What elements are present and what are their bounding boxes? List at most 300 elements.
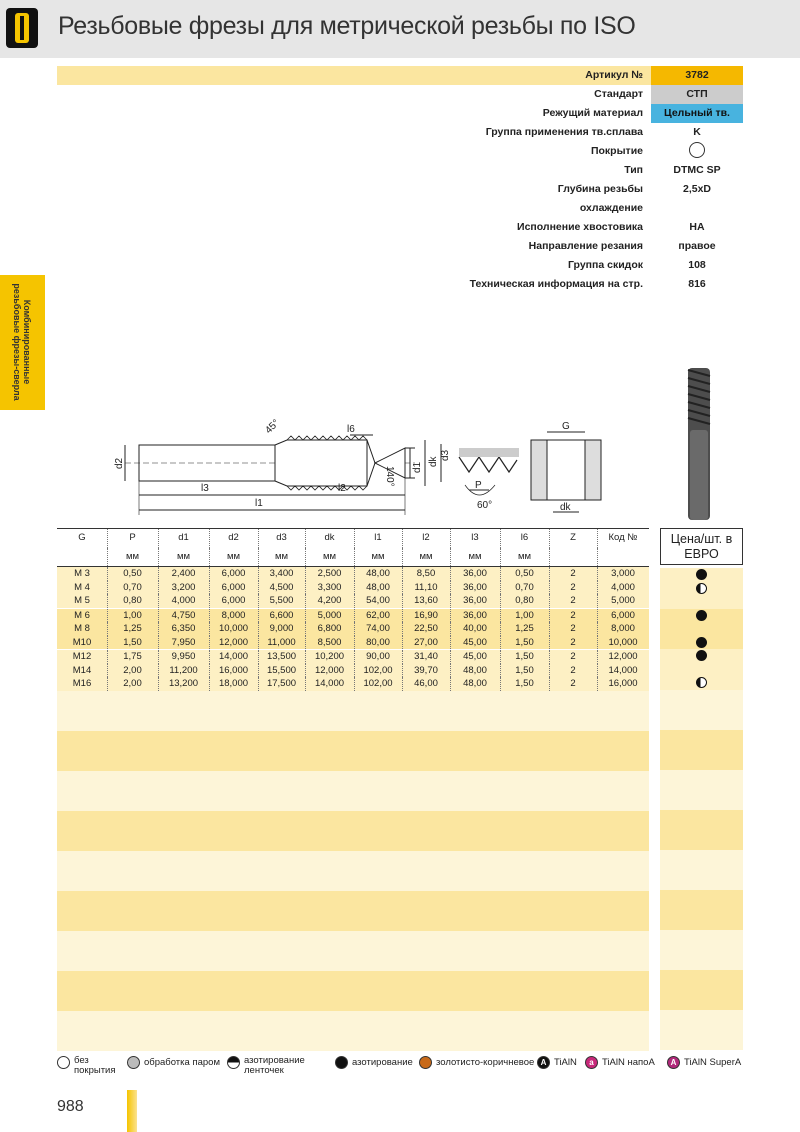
price-cell bbox=[660, 595, 743, 609]
column-divider bbox=[450, 677, 451, 691]
column-divider bbox=[450, 529, 451, 548]
column-divider bbox=[305, 548, 306, 566]
param-row bbox=[57, 256, 743, 275]
column-divider bbox=[500, 567, 501, 581]
column-divider bbox=[500, 650, 501, 664]
table-cell: M12 bbox=[72, 651, 92, 662]
coating-swatch-icon: A bbox=[537, 1056, 550, 1069]
column-divider bbox=[354, 650, 355, 664]
legend-label bbox=[436, 1058, 534, 1068]
table-cell: M10 bbox=[72, 636, 92, 648]
table-cell: 16,000 bbox=[218, 664, 249, 676]
param-label: охлаждение bbox=[579, 202, 643, 214]
column-divider bbox=[450, 664, 451, 678]
column-header: d2 bbox=[228, 532, 239, 543]
column-divider bbox=[107, 636, 108, 650]
param-value: HA bbox=[689, 221, 705, 233]
table-cell: 1,25 bbox=[515, 623, 534, 634]
table-cell: 14,000 bbox=[314, 678, 345, 689]
table-cell: 3,300 bbox=[317, 581, 342, 593]
coating-swatch-icon bbox=[127, 1056, 140, 1069]
available-dot-icon bbox=[696, 650, 707, 661]
table-cell: 4,200 bbox=[317, 595, 342, 606]
table-cell: 0,70 bbox=[123, 581, 142, 593]
table-cell: 12,000 bbox=[314, 664, 345, 676]
price-header-line1: Цена/шт. в bbox=[670, 532, 733, 546]
table-cell: 102,00 bbox=[363, 664, 393, 676]
table-cell: 6,600 bbox=[269, 609, 294, 621]
column-divider bbox=[402, 664, 403, 678]
price-empty-band bbox=[660, 970, 743, 1010]
table-cell: 45,00 bbox=[463, 651, 487, 662]
table-cell: 2,00 bbox=[123, 678, 142, 689]
column-divider bbox=[549, 548, 550, 566]
legend-label bbox=[74, 1056, 116, 1076]
table-cell: 16,90 bbox=[414, 609, 438, 621]
table-cell: M 8 bbox=[74, 623, 90, 634]
column-unit: мм bbox=[226, 551, 241, 562]
param-label: Исполнение хвостовика bbox=[517, 221, 643, 233]
column-divider bbox=[500, 609, 501, 623]
table-cell: 4,000 bbox=[171, 595, 196, 606]
table-cell: 8,000 bbox=[611, 623, 635, 634]
table-cell: 6,000 bbox=[221, 595, 246, 606]
table-cell: 11,10 bbox=[414, 581, 438, 593]
column-divider bbox=[500, 622, 501, 636]
price-empty-band bbox=[660, 690, 743, 730]
column-divider bbox=[500, 664, 501, 678]
column-divider bbox=[450, 650, 451, 664]
column-header: dk bbox=[324, 532, 335, 543]
column-divider bbox=[402, 567, 403, 581]
empty-band bbox=[57, 891, 649, 931]
column-divider bbox=[158, 622, 159, 636]
table-row bbox=[57, 622, 649, 636]
price-empty-band bbox=[660, 810, 743, 850]
column-divider bbox=[500, 594, 501, 608]
table-cell: 27,00 bbox=[414, 636, 438, 648]
column-divider bbox=[209, 594, 210, 608]
dk-label: dk bbox=[560, 502, 571, 513]
table-cell: 2 bbox=[570, 636, 576, 648]
column-divider bbox=[107, 650, 108, 664]
table-cell: 2,400 bbox=[171, 568, 196, 579]
column-divider bbox=[209, 529, 210, 548]
column-divider bbox=[402, 594, 403, 608]
column-divider bbox=[450, 567, 451, 581]
column-divider bbox=[549, 567, 550, 581]
column-header: l3 bbox=[471, 532, 479, 543]
column-divider bbox=[597, 609, 598, 623]
column-divider bbox=[500, 677, 501, 691]
table-cell: 5,000 bbox=[611, 595, 635, 606]
table-row bbox=[57, 664, 649, 678]
column-divider bbox=[500, 581, 501, 595]
column-divider bbox=[158, 548, 159, 566]
table-cell: 5,000 bbox=[317, 609, 342, 621]
table-cell: 1,00 bbox=[123, 609, 142, 621]
d2-label: d2 bbox=[114, 457, 125, 469]
column-divider bbox=[450, 609, 451, 623]
column-divider bbox=[597, 529, 598, 548]
l1-label: l1 bbox=[255, 498, 263, 509]
table-cell: 2 bbox=[570, 623, 576, 634]
column-divider bbox=[402, 581, 403, 595]
table-cell: 18,000 bbox=[218, 678, 249, 689]
table-cell: 1,50 bbox=[515, 678, 534, 689]
available-dot-icon bbox=[696, 610, 707, 621]
table-cell: 102,00 bbox=[363, 678, 393, 689]
partial-dot-icon bbox=[696, 583, 707, 594]
page-accent-bar bbox=[127, 1090, 137, 1132]
table-cell: 13,200 bbox=[168, 678, 199, 689]
column-divider bbox=[597, 567, 598, 581]
column-divider bbox=[549, 677, 550, 691]
column-divider bbox=[597, 548, 598, 566]
table-cell: 2 bbox=[570, 678, 576, 689]
column-divider bbox=[107, 594, 108, 608]
table-cell: 0,50 bbox=[123, 568, 142, 579]
column-divider bbox=[597, 581, 598, 595]
table-cell: 12,000 bbox=[608, 651, 638, 662]
price-cell bbox=[660, 582, 743, 596]
table-cell: 54,00 bbox=[366, 595, 390, 606]
column-divider bbox=[549, 650, 550, 664]
column-header: G bbox=[78, 532, 86, 543]
column-divider bbox=[597, 650, 598, 664]
tool-logo-icon bbox=[6, 8, 38, 48]
price-cell bbox=[660, 636, 743, 650]
empty-band bbox=[57, 691, 649, 731]
empty-band bbox=[57, 771, 649, 811]
table-row bbox=[57, 608, 649, 623]
column-divider bbox=[158, 581, 159, 595]
column-divider bbox=[597, 664, 598, 678]
param-value: DTMC SP bbox=[673, 164, 721, 176]
table-header-row bbox=[57, 528, 649, 548]
column-divider bbox=[258, 529, 259, 548]
table-cell: 1,00 bbox=[515, 609, 534, 621]
empty-band bbox=[57, 851, 649, 891]
column-divider bbox=[450, 594, 451, 608]
column-divider bbox=[500, 636, 501, 650]
price-cell bbox=[660, 676, 743, 690]
coating-legend bbox=[57, 1052, 757, 1078]
dk-drawing-label: dk bbox=[428, 456, 439, 467]
column-divider bbox=[402, 650, 403, 664]
table-cell: 0,80 bbox=[123, 595, 142, 606]
param-label: Группа скидок bbox=[568, 259, 643, 271]
table-cell: 46,00 bbox=[414, 678, 438, 689]
legend-label-line1: TiAlN bbox=[554, 1057, 577, 1068]
column-divider bbox=[354, 567, 355, 581]
column-divider bbox=[305, 594, 306, 608]
column-divider bbox=[597, 622, 598, 636]
table-cell: M16 bbox=[72, 678, 92, 689]
table-cell: 10,000 bbox=[218, 623, 249, 634]
column-header: d1 bbox=[178, 532, 189, 543]
price-empty-band bbox=[660, 770, 743, 810]
angle-140-label: 140° bbox=[384, 466, 395, 487]
table-cell: 7,950 bbox=[171, 636, 196, 648]
column-divider bbox=[209, 677, 210, 691]
column-divider bbox=[209, 548, 210, 566]
parameters-table bbox=[57, 66, 743, 294]
table-cell: 2,500 bbox=[317, 568, 342, 579]
legend-label bbox=[554, 1058, 577, 1068]
column-divider bbox=[450, 622, 451, 636]
table-cell: M 4 bbox=[74, 581, 90, 593]
column-divider bbox=[209, 636, 210, 650]
empty-band bbox=[57, 1011, 649, 1051]
table-cell: 36,00 bbox=[463, 609, 487, 621]
table-cell: M 5 bbox=[74, 595, 90, 606]
empty-band bbox=[57, 811, 649, 851]
table-cell: 3,200 bbox=[171, 581, 196, 593]
column-header: Z bbox=[570, 532, 576, 543]
column-divider bbox=[450, 548, 451, 566]
page-number: 988 bbox=[57, 1098, 84, 1115]
param-value: 2,5xD bbox=[682, 183, 712, 195]
legend-label bbox=[602, 1058, 655, 1068]
param-row bbox=[57, 66, 743, 85]
column-divider bbox=[305, 609, 306, 623]
price-cell bbox=[660, 622, 743, 636]
param-label: Режущий материал bbox=[542, 107, 643, 119]
page-header bbox=[0, 0, 800, 58]
table-cell: M 3 bbox=[74, 568, 90, 579]
column-divider bbox=[209, 650, 210, 664]
table-cell: 1,25 bbox=[123, 623, 142, 634]
table-cell: 1,50 bbox=[515, 651, 534, 662]
d1-label: d1 bbox=[412, 461, 423, 473]
table-empty-bands bbox=[57, 691, 649, 1051]
column-divider bbox=[158, 567, 159, 581]
partial-dot-icon bbox=[696, 677, 707, 688]
table-cell: 2 bbox=[570, 609, 576, 621]
table-cell: 80,00 bbox=[366, 636, 390, 648]
legend-label-line2: покрытия bbox=[74, 1065, 116, 1076]
table-cell: 62,00 bbox=[366, 609, 390, 621]
legend-label-line1: золотисто-коричневое bbox=[436, 1057, 535, 1068]
param-row bbox=[57, 237, 743, 256]
param-value: 108 bbox=[688, 259, 706, 271]
column-divider bbox=[209, 581, 210, 595]
column-divider bbox=[107, 664, 108, 678]
column-divider bbox=[158, 677, 159, 691]
param-label: Артикул № bbox=[585, 69, 643, 81]
param-label: Стандарт bbox=[594, 88, 643, 100]
param-value: K bbox=[693, 126, 701, 138]
table-cell: 6,000 bbox=[221, 581, 246, 593]
column-header: Код № bbox=[608, 532, 638, 543]
column-divider bbox=[258, 609, 259, 623]
column-divider bbox=[258, 664, 259, 678]
column-divider bbox=[354, 609, 355, 623]
table-cell: 8,000 bbox=[221, 609, 246, 621]
table-cell: 48,00 bbox=[366, 581, 390, 593]
table-cell: 2 bbox=[570, 595, 576, 606]
table-cell: 39,70 bbox=[414, 664, 438, 676]
table-cell: 15,500 bbox=[266, 664, 297, 676]
l6-label: l6 bbox=[347, 424, 355, 435]
column-divider bbox=[107, 677, 108, 691]
table-cell: 2 bbox=[570, 568, 576, 579]
column-divider bbox=[354, 594, 355, 608]
column-divider bbox=[107, 581, 108, 595]
angle-45-label: 45° bbox=[263, 417, 282, 437]
table-cell: 6,800 bbox=[317, 623, 342, 634]
legend-label-line1: TiAlN SuperA bbox=[684, 1057, 742, 1068]
table-cell: M 6 bbox=[74, 609, 90, 621]
table-cell: 36,00 bbox=[463, 568, 487, 579]
table-cell: 90,00 bbox=[366, 651, 390, 662]
table-cell: 10,000 bbox=[608, 636, 638, 648]
column-divider bbox=[158, 609, 159, 623]
table-cell: 0,70 bbox=[515, 581, 534, 593]
param-row bbox=[57, 161, 743, 180]
column-divider bbox=[258, 636, 259, 650]
legend-label-line1: TiAlN напоA bbox=[602, 1057, 655, 1068]
column-divider bbox=[258, 548, 259, 566]
column-divider bbox=[354, 664, 355, 678]
column-divider bbox=[305, 636, 306, 650]
column-header: l2 bbox=[422, 532, 430, 543]
param-label: Техническая информация на стр. bbox=[469, 278, 643, 290]
table-cell: 12,000 bbox=[218, 636, 249, 648]
table-cell: 48,00 bbox=[463, 678, 487, 689]
column-divider bbox=[402, 529, 403, 548]
legend-label bbox=[684, 1058, 741, 1068]
table-cell: 4,750 bbox=[171, 609, 196, 621]
angle-60-label: 60° bbox=[477, 500, 493, 511]
table-cell: 4,000 bbox=[611, 581, 635, 593]
table-cell: 14,000 bbox=[218, 651, 249, 662]
table-cell: 31,40 bbox=[414, 651, 438, 662]
table-cell: 40,00 bbox=[463, 623, 487, 634]
column-unit: мм bbox=[274, 551, 289, 562]
price-cell bbox=[660, 609, 743, 623]
table-cell: 9,950 bbox=[171, 651, 196, 662]
page-title: Резьбовые фрезы для метрической резьбы по ISO bbox=[58, 12, 636, 40]
price-header-line2: ЕВРО bbox=[684, 547, 719, 561]
table-cell: 1,50 bbox=[515, 636, 534, 648]
column-divider bbox=[402, 636, 403, 650]
uncoated-circle-icon bbox=[689, 142, 705, 158]
column-divider bbox=[158, 650, 159, 664]
column-divider bbox=[107, 622, 108, 636]
column-divider bbox=[549, 529, 550, 548]
table-cell: 36,00 bbox=[463, 581, 487, 593]
column-divider bbox=[258, 650, 259, 664]
column-divider bbox=[107, 529, 108, 548]
table-row bbox=[57, 594, 649, 608]
table-cell: 13,60 bbox=[414, 595, 438, 606]
legend-label-line2: ленточек bbox=[244, 1065, 284, 1076]
coating-swatch-icon bbox=[335, 1056, 348, 1069]
table-cell: 8,500 bbox=[317, 636, 342, 648]
legend-label-line1: азотирование bbox=[352, 1057, 413, 1068]
column-divider bbox=[402, 677, 403, 691]
param-value bbox=[651, 199, 743, 218]
param-value: Цельный тв. bbox=[651, 104, 743, 123]
column-divider bbox=[549, 622, 550, 636]
column-divider bbox=[500, 548, 501, 566]
param-value bbox=[651, 142, 743, 161]
column-unit: мм bbox=[468, 551, 482, 562]
column-divider bbox=[354, 622, 355, 636]
table-row bbox=[57, 677, 649, 691]
table-cell: 9,000 bbox=[269, 623, 294, 634]
side-tab-label: Комбинированные резьбовые фрезы-сверла bbox=[12, 283, 32, 401]
column-unit: мм bbox=[125, 551, 140, 562]
g-label: G bbox=[562, 421, 570, 432]
column-divider bbox=[354, 581, 355, 595]
param-value: правое bbox=[678, 240, 716, 252]
column-divider bbox=[354, 636, 355, 650]
available-dot-icon bbox=[696, 637, 707, 648]
column-divider bbox=[402, 622, 403, 636]
available-dot-icon bbox=[696, 569, 707, 580]
column-divider bbox=[549, 609, 550, 623]
column-header: l1 bbox=[374, 532, 382, 543]
column-divider bbox=[107, 609, 108, 623]
table-cell: 13,500 bbox=[266, 651, 297, 662]
p-label: P bbox=[475, 480, 482, 491]
table-cell: 6,350 bbox=[171, 623, 196, 634]
table-cell: 1,75 bbox=[123, 651, 142, 662]
column-divider bbox=[158, 664, 159, 678]
table-cell: 2,00 bbox=[123, 664, 142, 676]
param-value: 3782 bbox=[651, 66, 743, 85]
column-divider bbox=[597, 636, 598, 650]
table-body bbox=[57, 567, 649, 691]
l3-label: l3 bbox=[201, 483, 209, 494]
column-unit: мм bbox=[517, 551, 532, 562]
column-divider bbox=[107, 548, 108, 566]
param-label: Глубина резьбы bbox=[557, 183, 643, 195]
column-header: d3 bbox=[276, 532, 287, 543]
price-column bbox=[660, 568, 743, 1050]
column-divider bbox=[209, 664, 210, 678]
price-empty-band bbox=[660, 850, 743, 890]
column-divider bbox=[597, 677, 598, 691]
table-cell: 2 bbox=[570, 664, 576, 676]
table-units-row bbox=[57, 548, 649, 567]
table-cell: 0,80 bbox=[515, 595, 534, 606]
column-divider bbox=[549, 594, 550, 608]
param-label: Группа применения тв.сплава bbox=[485, 126, 643, 138]
column-unit: мм bbox=[419, 551, 433, 562]
column-divider bbox=[450, 636, 451, 650]
param-row bbox=[57, 199, 743, 218]
table-cell: 17,500 bbox=[266, 678, 297, 689]
param-row bbox=[57, 142, 743, 161]
technical-drawing bbox=[105, 360, 800, 520]
empty-band bbox=[57, 971, 649, 1011]
price-empty-band bbox=[660, 1010, 743, 1050]
table-cell: 16,000 bbox=[608, 678, 638, 689]
column-divider bbox=[450, 581, 451, 595]
legend-label bbox=[244, 1056, 305, 1076]
cutting-part-shape bbox=[275, 440, 375, 486]
table-cell: M14 bbox=[72, 664, 92, 676]
price-cell bbox=[660, 663, 743, 677]
column-unit: мм bbox=[176, 551, 191, 562]
legend-label bbox=[352, 1058, 413, 1068]
table-cell: 11,200 bbox=[169, 664, 198, 676]
table-cell: 45,00 bbox=[463, 636, 487, 648]
